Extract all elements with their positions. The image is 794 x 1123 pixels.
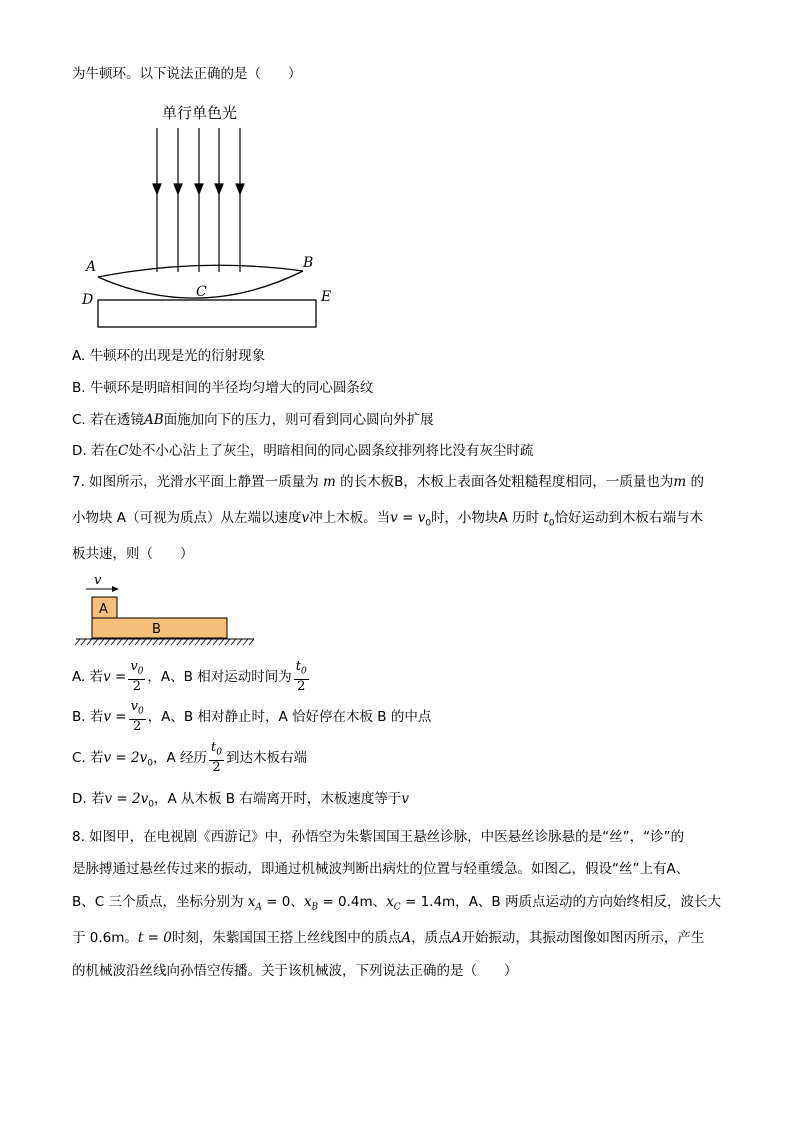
ground-hatch [141, 639, 146, 645]
ground-hatch [123, 639, 128, 645]
q6-option-a: A. 牛顿环的出现是光的衍射现象 [72, 348, 266, 364]
ground-hatch [159, 639, 164, 645]
q7-line-2: 小物块 A（可视为质点）从左端以速度v冲上木板。当$v = v_0$时，小物块A 历时 $t_0$恰好运动到木板右端与木 [72, 510, 704, 529]
ground-hatch [99, 639, 104, 645]
q7-option-a: A. 若v = $\frac{v_0}{2}$ ，A、B 相对运动时间为 $\frac{t_0}{2}$ [72, 659, 307, 694]
q7-line-3: 板共速，则（ ） [72, 546, 194, 562]
arrow-icon [112, 586, 119, 592]
ground-hatch [249, 639, 254, 645]
label-c: C [196, 284, 207, 300]
label-e: E [321, 289, 332, 305]
q6-option-d: D. 若在C处不小心沾上了灰尘，明暗相间的同心圆条纹排列将比没有灰尘时疏 [72, 443, 534, 459]
ground-hatch [177, 639, 182, 645]
label-a: A [86, 259, 97, 275]
ground-hatch [201, 639, 206, 645]
ground-hatch [135, 639, 140, 645]
q7-option-c: C. 若$v = 2v_0$，A 经历 $\frac{t_0}{2}$ 到达木板右端 [72, 740, 307, 775]
ground-hatch [87, 639, 92, 645]
ground-hatch [111, 639, 116, 645]
ground-hatch [117, 639, 122, 645]
q7-line-1: 7. 如图所示，光滑水平面上静置一质量为 m 的长木板B，木板上表面各处粗糙程度相同，一质量也为m 的 [72, 474, 704, 490]
ground-hatch [183, 639, 188, 645]
q7-option-d: D. 若$v = 2v_0$，A 从木板 B 右端离开时，木板速度等于v [72, 791, 409, 810]
velocity-label: v [94, 573, 102, 588]
q8-line-3: B、C 三个质点，坐标分别为 $x_A = 0$、$x_B = 0.4m$、$x_C = 1.4m$，A、B 两质点运动的方向始终相反，波长大 [72, 894, 721, 913]
ground-hatch [93, 639, 98, 645]
ground-hatch [231, 639, 236, 645]
q8-line-1: 8. 如图甲，在电视剧《西游记》中，孙悟空为朱紫国国王悬丝诊脉，中医悬丝诊脉悬的是“丝”，“诊”的 [72, 829, 685, 845]
ground-hatch [153, 639, 158, 645]
board-b-label: B [152, 622, 161, 637]
ground-hatch [213, 639, 218, 645]
block-a-label: A [99, 602, 108, 617]
ground-hatch [105, 639, 110, 645]
ground-hatch [147, 639, 152, 645]
newton-ring-figure [72, 96, 342, 336]
ground-hatch [189, 639, 194, 645]
ground-hatch [171, 639, 176, 645]
ground-hatch [129, 639, 134, 645]
board-figure [72, 572, 262, 648]
q8-line-4: 于 0.6m。t = 0时刻，朱紫国国王搭上丝线图中的质点A，质点A开始振动，其振动图像如图丙所示，产生 [72, 930, 705, 946]
ground-hatch [219, 639, 224, 645]
ground-hatch [207, 639, 212, 645]
ground-hatch [81, 639, 86, 645]
label-b: B [303, 255, 314, 271]
q7-option-b: B. 若v = $\frac{v_0}{2}$ ，A、B 相对静止时，A 恰好停在木板 B 的中点 [72, 699, 432, 734]
q8-line-5: 的机械波沿丝线向孙悟空传播。关于该机械波，下列说法正确的是（ ） [72, 963, 518, 979]
ground-hatch [75, 639, 80, 645]
q6-option-b: B. 牛顿环是明暗相间的半径均匀增大的同心圆条纹 [72, 380, 374, 396]
ground-hatch [225, 639, 230, 645]
q8-line-2: 是脉搏通过悬丝传过来的振动，即通过机械波判断出病灶的位置与轻重缓急。如图乙，假设“丝”上有A、 [72, 861, 690, 877]
ground-hatch [243, 639, 248, 645]
light-label: 单行单色光 [162, 104, 238, 122]
ground-hatch [195, 639, 200, 645]
ground-hatch [165, 639, 170, 645]
q6-intro: 为牛顿环。以下说法正确的是（ ） [72, 66, 302, 82]
q6-option-c: C. 若在透镜AB面施加向下的压力，则可看到同心圆向外扩展 [72, 412, 434, 428]
label-d: D [82, 292, 94, 308]
ground-hatch [237, 639, 242, 645]
